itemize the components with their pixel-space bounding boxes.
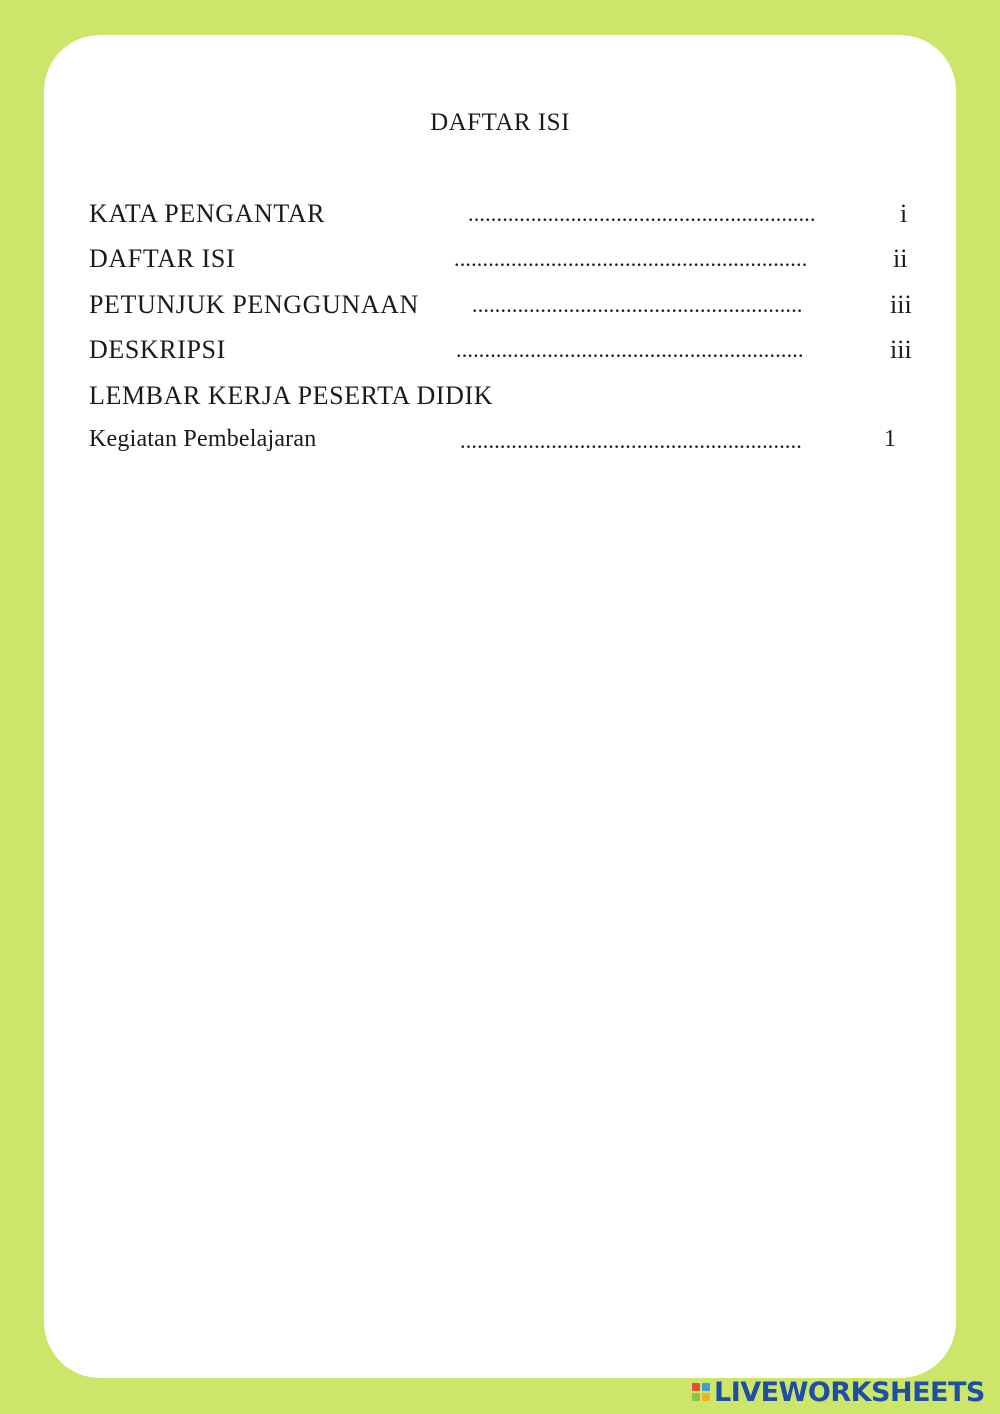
toc-leader-dots: ............................................................. <box>456 337 804 362</box>
toc-leader-dots: ............................................................ <box>460 428 802 453</box>
toc-entry-label: DESKRIPSI <box>89 335 226 364</box>
toc-page-number: 1 <box>884 426 896 452</box>
toc-page-number: i <box>900 199 908 228</box>
toc-leader-dots: .......................................................... <box>472 292 803 317</box>
toc-entry-lembar-kerja <box>44 381 956 415</box>
toc-entry-label: PETUNJUK PENGGUNAAN <box>89 290 419 319</box>
toc-entry-label: Kegiatan Pembelajaran <box>89 426 317 452</box>
toc-page-number: iii <box>890 335 912 364</box>
toc-page-number: ii <box>893 244 908 273</box>
page-title: DAFTAR ISI <box>430 109 570 136</box>
toc-entry-label: KATA PENGANTAR <box>89 199 326 228</box>
toc-leader-dots: .............................................................. <box>454 246 808 271</box>
toc-leader-dots: ............................................................. <box>468 201 816 226</box>
toc-entry-daftar-isi <box>44 244 956 278</box>
toc-entry-petunjuk-penggunaan <box>44 290 956 324</box>
toc-entry-deskripsi <box>44 335 956 369</box>
liveworksheets-wordmark: LIVEWORKSHEETS <box>714 1376 985 1408</box>
liveworksheets-mark-icon <box>692 1383 710 1401</box>
liveworksheets-logo <box>692 1378 985 1406</box>
document-page <box>44 35 956 1378</box>
toc-entry-kegiatan-pembelajaran <box>44 426 956 460</box>
toc-entry-kata-pengantar <box>44 199 956 233</box>
toc-entry-label: LEMBAR KERJA PESERTA DIDIK <box>89 381 494 410</box>
toc-entry-label: DAFTAR ISI <box>89 244 236 273</box>
toc-page-number: iii <box>890 290 912 319</box>
